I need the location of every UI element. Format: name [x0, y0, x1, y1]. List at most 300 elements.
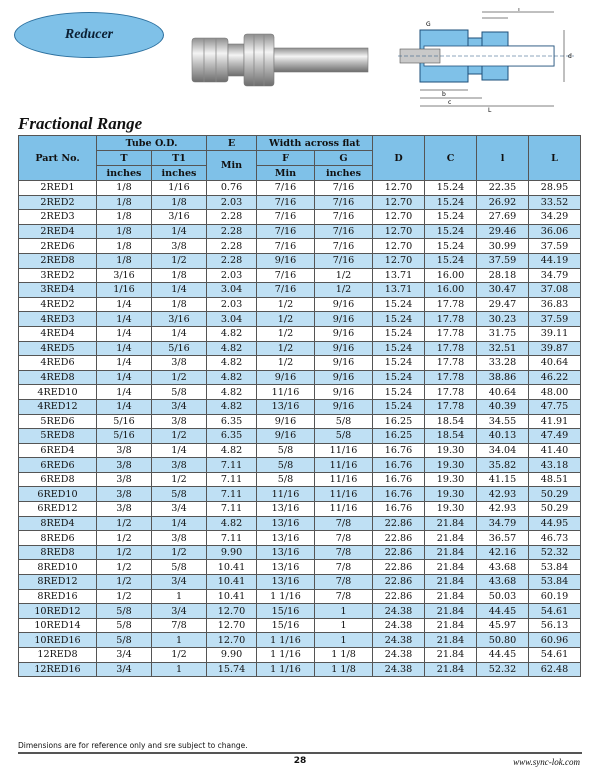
table-cell: 12.70	[373, 210, 425, 225]
table-cell: 1/4	[152, 224, 207, 239]
table-cell: 47.75	[529, 399, 581, 414]
table-cell: 39.11	[529, 326, 581, 341]
table-cell: 1 1/16	[257, 662, 315, 677]
table-cell: 1/4	[97, 399, 152, 414]
table-cell: 1/2	[152, 253, 207, 268]
table-row	[19, 326, 581, 341]
table-cell: 15/16	[257, 618, 315, 633]
table-cell: 2.03	[207, 268, 257, 283]
table-cell: 4RED10	[19, 385, 97, 400]
table-cell: 22.86	[373, 545, 425, 560]
table-row	[19, 341, 581, 356]
table-cell: 5/8	[315, 414, 373, 429]
table-cell: 3/8	[152, 414, 207, 429]
table-cell: 2RED1	[19, 181, 97, 196]
table-cell: 15.24	[373, 326, 425, 341]
table-cell: 16.00	[425, 268, 477, 283]
table-cell: 36.57	[477, 531, 529, 546]
table-cell: 5/8	[97, 604, 152, 619]
table-cell: 7.11	[207, 472, 257, 487]
table-cell: 9/16	[315, 399, 373, 414]
table-cell: 3/16	[152, 210, 207, 225]
table-cell: 7/16	[257, 239, 315, 254]
table-row	[19, 531, 581, 546]
table-cell: 50.29	[529, 487, 581, 502]
dimensions-table	[18, 135, 581, 677]
table-cell: 41.15	[477, 472, 529, 487]
header-e: E	[207, 136, 257, 151]
website-link[interactable]: www.sync-lok.com	[513, 757, 580, 767]
table-cell: 11/16	[315, 487, 373, 502]
table-cell: 42.93	[477, 502, 529, 517]
table-cell: 5/8	[257, 458, 315, 473]
table-cell: 17.78	[425, 385, 477, 400]
table-cell: 2.28	[207, 253, 257, 268]
table-cell: 34.55	[477, 414, 529, 429]
table-cell: 29.46	[477, 224, 529, 239]
table-cell: 43.18	[529, 458, 581, 473]
table-cell: 46.73	[529, 531, 581, 546]
table-cell: 7.11	[207, 487, 257, 502]
table-cell: 3/4	[152, 399, 207, 414]
table-cell: 3RED4	[19, 283, 97, 298]
header-t1-unit: inches	[152, 166, 207, 181]
table-cell: 19.30	[425, 487, 477, 502]
table-cell: 2RED2	[19, 195, 97, 210]
table-cell: 3/8	[97, 487, 152, 502]
table-cell: 6RED8	[19, 472, 97, 487]
table-row	[19, 385, 581, 400]
table-cell: 5RED8	[19, 429, 97, 444]
table-cell: 17.78	[425, 312, 477, 327]
table-cell: 4.82	[207, 385, 257, 400]
header-l-big: L	[529, 136, 581, 181]
table-cell: 1/2	[97, 589, 152, 604]
table-cell: 43.68	[477, 560, 529, 575]
table-cell: 7/16	[315, 195, 373, 210]
table-cell: 9/16	[315, 312, 373, 327]
table-cell: 6.35	[207, 429, 257, 444]
table-cell: 11/16	[257, 487, 315, 502]
table-cell: 50.03	[477, 589, 529, 604]
header-g-unit: inches	[315, 166, 373, 181]
table-cell: 3/8	[97, 458, 152, 473]
table-cell: 3/4	[152, 502, 207, 517]
table-cell: 1 1/16	[257, 589, 315, 604]
table-cell: 7.11	[207, 458, 257, 473]
table-cell: 1	[315, 633, 373, 648]
table-cell: 62.48	[529, 662, 581, 677]
table-cell: 16.76	[373, 487, 425, 502]
table-cell: 22.86	[373, 531, 425, 546]
table-cell: 1	[152, 662, 207, 677]
table-cell: 6RED12	[19, 502, 97, 517]
table-cell: 21.84	[425, 545, 477, 560]
table-cell: 4RED5	[19, 341, 97, 356]
table-cell: 11/16	[257, 385, 315, 400]
header-d: D	[373, 136, 425, 181]
table-cell: 1/8	[97, 253, 152, 268]
table-cell: 2.28	[207, 210, 257, 225]
table-cell: 13/16	[257, 502, 315, 517]
table-cell: 1/2	[152, 472, 207, 487]
table-cell: 15.24	[373, 297, 425, 312]
table-cell: 1/2	[257, 297, 315, 312]
table-cell: 9/16	[315, 341, 373, 356]
table-cell: 24.38	[373, 662, 425, 677]
table-cell: 5/8	[315, 429, 373, 444]
table-cell: 7/16	[315, 224, 373, 239]
table-cell: 4.82	[207, 326, 257, 341]
table-cell: 15.24	[425, 210, 477, 225]
table-cell: 1/2	[257, 326, 315, 341]
table-cell: 3RED2	[19, 268, 97, 283]
table-cell: 1/8	[152, 195, 207, 210]
table-cell: 19.30	[425, 443, 477, 458]
header-width-across-flat: Width across flat	[257, 136, 373, 151]
table-cell: 7/8	[315, 575, 373, 590]
table-cell: 24.38	[373, 633, 425, 648]
table-cell: 44.45	[477, 648, 529, 663]
header-f: F	[257, 151, 315, 166]
table-cell: 2RED3	[19, 210, 97, 225]
table-cell: 7/16	[315, 181, 373, 196]
table-cell: 1/2	[152, 648, 207, 663]
table-cell: 9.90	[207, 648, 257, 663]
table-cell: 2.28	[207, 224, 257, 239]
table-cell: 22.86	[373, 560, 425, 575]
table-cell: 13/16	[257, 516, 315, 531]
table-cell: 10RED16	[19, 633, 97, 648]
table-cell: 13/16	[257, 560, 315, 575]
table-cell: 4RED2	[19, 297, 97, 312]
table-cell: 45.97	[477, 618, 529, 633]
table-cell: 39.87	[529, 341, 581, 356]
header-t-unit: inches	[97, 166, 152, 181]
table-cell: 46.22	[529, 370, 581, 385]
header-tube-od: Tube O.D.	[97, 136, 207, 151]
table-cell: 1	[315, 604, 373, 619]
table-row	[19, 502, 581, 517]
table-cell: 3/4	[152, 604, 207, 619]
table-cell: 37.08	[529, 283, 581, 298]
table-cell: 7/8	[315, 545, 373, 560]
table-cell: 1/4	[152, 516, 207, 531]
table-row	[19, 648, 581, 663]
table-cell: 4.82	[207, 516, 257, 531]
header-t: T	[97, 151, 152, 166]
table-cell: 12.70	[207, 633, 257, 648]
table-cell: 19.30	[425, 502, 477, 517]
table-cell: 5/8	[97, 618, 152, 633]
table-cell: 1/2	[315, 268, 373, 283]
table-row	[19, 633, 581, 648]
table-cell: 7/16	[257, 283, 315, 298]
table-row	[19, 618, 581, 633]
table-cell: 3/4	[152, 575, 207, 590]
table-cell: 1/2	[97, 516, 152, 531]
table-cell: 8RED6	[19, 531, 97, 546]
table-cell: 56.13	[529, 618, 581, 633]
table-cell: 37.59	[477, 253, 529, 268]
table-cell: 8RED12	[19, 575, 97, 590]
table-cell: 31.75	[477, 326, 529, 341]
table-cell: 13/16	[257, 531, 315, 546]
table-cell: 12.70	[373, 195, 425, 210]
table-cell: 17.78	[425, 399, 477, 414]
table-cell: 48.00	[529, 385, 581, 400]
table-cell: 1/4	[97, 326, 152, 341]
table-cell: 18.54	[425, 414, 477, 429]
table-cell: 2RED8	[19, 253, 97, 268]
table-cell: 5/8	[257, 472, 315, 487]
header-l-small: l	[477, 136, 529, 181]
table-cell: 54.61	[529, 648, 581, 663]
table-cell: 15.24	[373, 312, 425, 327]
table-cell: 4RED8	[19, 370, 97, 385]
table-row	[19, 312, 581, 327]
table-cell: 7/16	[257, 181, 315, 196]
table-cell: 26.92	[477, 195, 529, 210]
table-cell: 4.82	[207, 341, 257, 356]
table-cell: 1	[152, 589, 207, 604]
table-cell: 24.38	[373, 604, 425, 619]
table-row	[19, 516, 581, 531]
table-cell: 40.64	[529, 356, 581, 371]
table-cell: 3.04	[207, 312, 257, 327]
table-cell: 11/16	[315, 458, 373, 473]
table-cell: 21.84	[425, 531, 477, 546]
table-cell: 4.82	[207, 399, 257, 414]
table-cell: 10.41	[207, 560, 257, 575]
table-row	[19, 210, 581, 225]
table-cell: 12RED16	[19, 662, 97, 677]
table-cell: 1/8	[152, 297, 207, 312]
table-cell: 7.11	[207, 502, 257, 517]
table-cell: 12.70	[373, 224, 425, 239]
table-cell: 44.19	[529, 253, 581, 268]
table-cell: 1/2	[152, 370, 207, 385]
table-cell: 5/8	[257, 443, 315, 458]
table-row	[19, 662, 581, 677]
table-cell: 7/8	[152, 618, 207, 633]
table-cell: 22.35	[477, 181, 529, 196]
table-row	[19, 253, 581, 268]
table-cell: 4.82	[207, 443, 257, 458]
dim-f-label: f	[518, 8, 521, 13]
table-cell: 21.84	[425, 560, 477, 575]
table-cell: 8RED16	[19, 589, 97, 604]
table-cell: 12.70	[373, 239, 425, 254]
table-cell: 41.40	[529, 443, 581, 458]
table-cell: 9/16	[257, 414, 315, 429]
table-cell: 1/2	[152, 429, 207, 444]
table-cell: 1/8	[97, 239, 152, 254]
table-row	[19, 545, 581, 560]
table-cell: 15.24	[425, 181, 477, 196]
table-cell: 19.30	[425, 472, 477, 487]
table-cell: 5/16	[97, 414, 152, 429]
table-cell: 17.78	[425, 356, 477, 371]
dim-d-label: d	[568, 53, 572, 60]
table-cell: 38.86	[477, 370, 529, 385]
table-cell: 6RED10	[19, 487, 97, 502]
table-cell: 1 1/8	[315, 662, 373, 677]
table-cell: 21.84	[425, 648, 477, 663]
table-cell: 1/4	[97, 312, 152, 327]
table-cell: 7/8	[315, 531, 373, 546]
table-cell: 18.54	[425, 429, 477, 444]
dim-b-label: b	[442, 91, 446, 98]
table-cell: 48.51	[529, 472, 581, 487]
table-cell: 9/16	[315, 356, 373, 371]
table-cell: 15.24	[373, 341, 425, 356]
table-cell: 4RED6	[19, 356, 97, 371]
table-cell: 16.76	[373, 443, 425, 458]
table-cell: 15.74	[207, 662, 257, 677]
table-row	[19, 429, 581, 444]
table-cell: 17.78	[425, 341, 477, 356]
table-cell: 13/16	[257, 575, 315, 590]
table-row	[19, 560, 581, 575]
table-cell: 5/8	[97, 633, 152, 648]
table-cell: 1/8	[97, 224, 152, 239]
table-cell: 40.64	[477, 385, 529, 400]
table-cell: 5/16	[97, 429, 152, 444]
table-cell: 21.84	[425, 516, 477, 531]
table-cell: 1/4	[97, 370, 152, 385]
table-cell: 28.18	[477, 268, 529, 283]
table-cell: 13.71	[373, 283, 425, 298]
table-cell: 2RED4	[19, 224, 97, 239]
table-cell: 21.84	[425, 633, 477, 648]
table-cell: 16.25	[373, 414, 425, 429]
table-cell: 60.19	[529, 589, 581, 604]
table-cell: 1/2	[257, 312, 315, 327]
table-row	[19, 414, 581, 429]
table-row	[19, 604, 581, 619]
table-cell: 37.59	[529, 239, 581, 254]
table-cell: 1 1/8	[315, 648, 373, 663]
table-cell: 4RED3	[19, 312, 97, 327]
table-cell: 12RED8	[19, 648, 97, 663]
table-cell: 60.96	[529, 633, 581, 648]
table-cell: 22.86	[373, 516, 425, 531]
table-cell: 16.76	[373, 502, 425, 517]
table-cell: 16.76	[373, 458, 425, 473]
table-cell: 11/16	[315, 443, 373, 458]
table-row	[19, 181, 581, 196]
table-cell: 1/4	[97, 341, 152, 356]
table-cell: 30.47	[477, 283, 529, 298]
table-cell: 36.83	[529, 297, 581, 312]
table-cell: 6RED4	[19, 443, 97, 458]
table-cell: 11/16	[315, 502, 373, 517]
table-cell: 7.11	[207, 531, 257, 546]
table-row	[19, 283, 581, 298]
table-cell: 50.29	[529, 502, 581, 517]
table-cell: 24.38	[373, 618, 425, 633]
dim-l-label: L	[488, 107, 492, 114]
table-cell: 12.70	[207, 604, 257, 619]
table-row	[19, 195, 581, 210]
table-cell: 1 1/16	[257, 648, 315, 663]
header-e-min: Min	[207, 151, 257, 181]
table-cell: 8RED8	[19, 545, 97, 560]
table-cell: 1	[152, 633, 207, 648]
table-cell: 9.90	[207, 545, 257, 560]
table-cell: 3.04	[207, 283, 257, 298]
table-cell: 22.86	[373, 575, 425, 590]
table-cell: 7/8	[315, 516, 373, 531]
table-cell: 13/16	[257, 399, 315, 414]
table-cell: 15.24	[373, 385, 425, 400]
table-cell: 1/8	[97, 195, 152, 210]
table-cell: 1/16	[152, 181, 207, 196]
table-cell: 28.95	[529, 181, 581, 196]
dim-g-label: G	[426, 21, 431, 28]
table-cell: 35.82	[477, 458, 529, 473]
table-row	[19, 443, 581, 458]
table-cell: 33.28	[477, 356, 529, 371]
table-cell: 1/2	[97, 560, 152, 575]
table-cell: 3/16	[152, 312, 207, 327]
table-cell: 10RED12	[19, 604, 97, 619]
table-cell: 5/8	[152, 560, 207, 575]
table-cell: 15.24	[373, 370, 425, 385]
table-cell: 21.84	[425, 618, 477, 633]
table-cell: 50.80	[477, 633, 529, 648]
table-cell: 1/2	[315, 283, 373, 298]
table-cell: 15/16	[257, 604, 315, 619]
table-cell: 33.52	[529, 195, 581, 210]
table-cell: 21.84	[425, 575, 477, 590]
table-cell: 12.70	[207, 618, 257, 633]
table-cell: 5/8	[152, 385, 207, 400]
table-cell: 10RED14	[19, 618, 97, 633]
table-cell: 1/8	[152, 268, 207, 283]
table-cell: 53.84	[529, 560, 581, 575]
table-cell: 9/16	[315, 370, 373, 385]
table-cell: 11/16	[315, 472, 373, 487]
table-cell: 29.47	[477, 297, 529, 312]
table-cell: 1/4	[152, 326, 207, 341]
reducer-badge	[14, 12, 164, 58]
table-cell: 3/4	[97, 648, 152, 663]
table-cell: 44.45	[477, 604, 529, 619]
table-row	[19, 487, 581, 502]
table-cell: 10.41	[207, 589, 257, 604]
table-row	[19, 356, 581, 371]
table-cell: 6RED6	[19, 458, 97, 473]
table-cell: 15.24	[425, 253, 477, 268]
table-cell: 54.61	[529, 604, 581, 619]
header-f-min: Min	[257, 166, 315, 181]
section-title: Fractional Range	[18, 114, 143, 133]
table-cell: 16.76	[373, 472, 425, 487]
table-cell: 1/2	[97, 545, 152, 560]
table-cell: 41.91	[529, 414, 581, 429]
table-cell: 30.23	[477, 312, 529, 327]
table-cell: 2RED6	[19, 239, 97, 254]
page-number: 28	[293, 756, 307, 766]
table-row	[19, 399, 581, 414]
header-part-no: Part No.	[19, 136, 97, 181]
table-cell: 15.24	[425, 224, 477, 239]
table-cell: 7/8	[315, 560, 373, 575]
table-cell: 8RED10	[19, 560, 97, 575]
table-cell: 30.99	[477, 239, 529, 254]
